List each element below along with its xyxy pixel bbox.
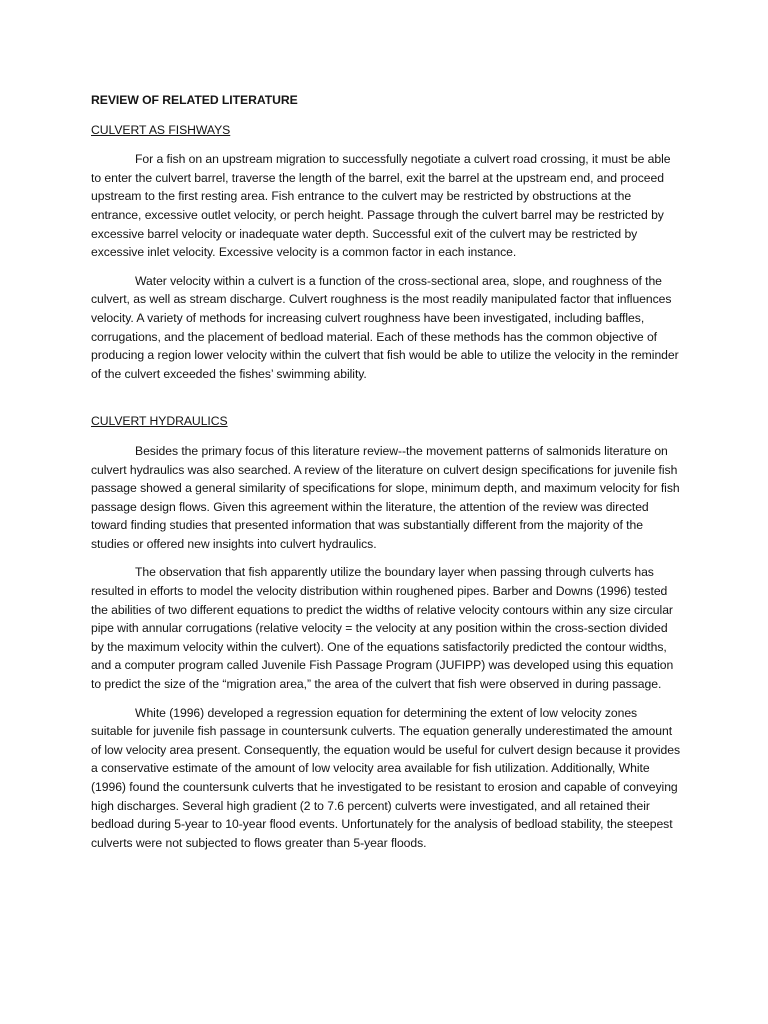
paragraph: White (1996) developed a regression equation for determining the extent of low velocity zones suitable for juvenile fish passage in countersunk culverts. The equation generally underestimated the amount of low velocity area present. Consequently, the equation would be useful for culvert design because it provides a conservative estimate of the amount of low velocity area available for fish utilization. Additionally, White (1996) found the countersunk culverts that he investigated to be resistant to erosion and capable of conveying high discharges. Several high gradient (2 to 7.6 percent) culverts were investigated, and all retained their bedload during 5-year to 10-year flood events. Unfortunately for the analysis of bedload stability, the steepest culverts were not subjected to flows greater than 5-year floods. — [91, 705, 681, 850]
paragraph: Besides the primary focus of this literature review--the movement patterns of salmonids literature on culvert hydraulics was also searched. A review of the literature on culvert design specifications for juvenile fish passage showed a general similarity of specifications for slope, minimum depth, and maximum velocity for fish passage design flows. Given this agreement within the literature, the attention of the review was directed toward finding studies that presented information that was substantially different from the majority of the studies or offered new insights into culvert hydraulics. — [91, 443, 680, 551]
section-culvert-hydraulics — [91, 412, 681, 852]
paragraph: Water velocity within a culvert is a function of the cross-sectional area, slope, and roughness of the culvert, as well as stream discharge. Culvert roughness is the most readily manipulated factor that influences velocity. A variety of methods for increasing culvert roughness have been investigated, including baffles, corrugations, and the placement of bedload material. Each of these methods has the common objective of producing a region lower velocity within the culvert that fish would be able to utilize the velocity in the reminder of the culvert exceeded the fishes’ swimming ability. — [91, 273, 679, 381]
section-culvert-as-fishways — [91, 121, 681, 384]
section-heading: CULVERT HYDRAULICS — [91, 414, 228, 429]
document-page — [91, 91, 681, 852]
document-title: REVIEW OF RELATED LITERATURE — [91, 93, 298, 107]
paragraph: The observation that fish apparently utilize the boundary layer when passing through culverts has resulted in efforts to model the velocity distribution within roughened pipes. Barber and Downs (1996) tested the abilities of two different equations to predict the widths of relative velocity contours within any size circular pipe with annular corrugations (relative velocity = the velocity at any position within the cross-section divided by the maximum velocity within the culvert). One of the equations satisfactorily predicted the contour widths, and a computer program called Juvenile Fish Passage Program (JUFIPP) was developed using this equation to predict the size of the “migration area,” the area of the culvert that fish were observed in during passage. — [91, 565, 674, 692]
paragraph: For a fish on an upstream migration to successfully negotiate a culvert road crossing, it must be able to enter the culvert barrel, traverse the length of the barrel, exit the barrel at the upstream end, and proceed upstream to the first resting area. Fish entrance to the culvert may be restricted by obstructions at the entrance, excessive outlet velocity, or perch height. Passage through the culvert barrel may be restricted by excessive barrel velocity or inadequate water depth. Successful exit of the culvert may be restricted by excessive inlet velocity. Excessive velocity is a common factor in each instance. — [91, 152, 671, 260]
section-heading: CULVERT AS FISHWAYS — [91, 122, 231, 137]
